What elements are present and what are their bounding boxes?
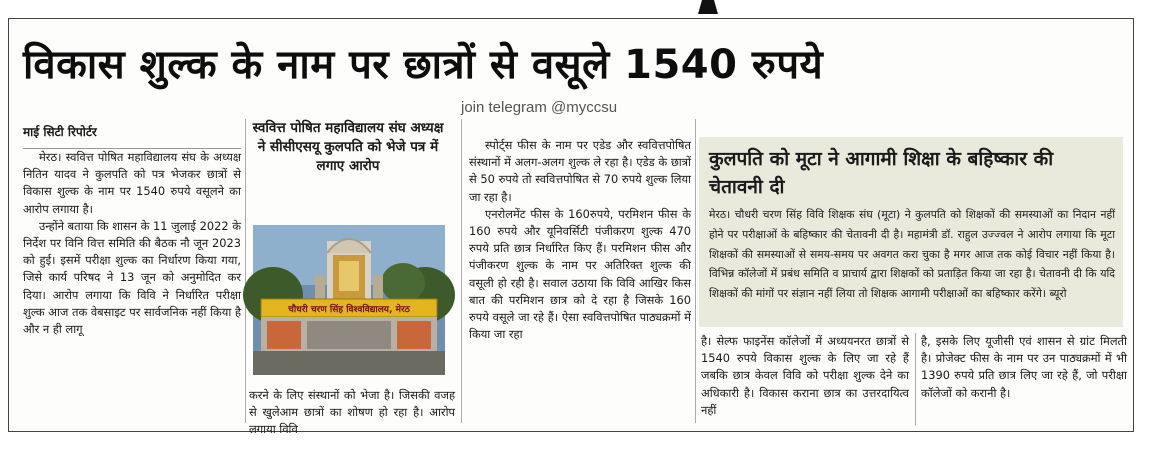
subarticle-continuation: करने के लिए संस्थानों को भेजा है। जिसकी वजह से खुलेआम छात्रों का शोषण हो रहा है। आरोप लगाया विवि [249, 388, 455, 437]
article-column-5: है, इसके लिए यूजीसी एवं शासन से ग्रांट मिलती है। प्रोजेक्ट फीस के नाम पर उन पाठ्यक्रमों में भी 1390 रुपये प्रति छात्र लिए जा रहे हैं, जो परीक्षा कॉलेजों को करानी है। [921, 334, 1127, 400]
newspaper-clipping [8, 18, 1134, 437]
article-column-4: है। सेल्फ फाइनेंस कॉलेजों में अध्ययनरत छात्रों से 1540 रुपये विकास शुल्क के लिए जा रहे हैं जबकि छात्र केवल विवि को परीक्षा शुल्क देने का अधिकारी है। विकास कराना छात्र का उत्तरदायित्व नहीं [701, 334, 909, 417]
sidebar-body: मेरठ। चौधरी चरण सिंह विवि शिक्षक संघ (मूटा) ने कुलपति को शिक्षकों की समस्याओं का निदान नहीं होने पर परीक्षाओं के बहिष्कार की चेतावनी दी है। महामंत्री डॉ. राहुल उज्ज्वल ने आरोप लगाया कि मूटा शिक्षकों की समस्याओं से समय-समय पर अवगत करा चुका है मगर आज तक कोई विचार नहीं किया है। विभिन्न कॉलेजों में प्रबंध समिति व प्राचार्य द्वारा शिक्षकों को प्रताड़ित किया जा रहा है। चेतावनी दी कि यदि शिक्षकों की मांगों पर संज्ञान नहीं लिया तो शिक्षक आगामी परीक्षाओं का बहिष्कार करेंगे। ब्यूरो [709, 208, 1115, 301]
main-headline: विकास शुल्क के नाम पर छात्रों से वसूले 1540 रुपये [23, 42, 824, 88]
paragraph: मेरठ। स्ववित्त पोषित महाविद्यालय संघ के अध्यक्ष नितिन यादव ने कुलपति को पत्र भेजकर छात्रों से विकास शुल्क के नाम पर 1540 रुपये वसूलने का आरोप लगाया है। [23, 150, 241, 216]
gate-sign-text: चौधरी चरण सिंह विश्वविद्यालय, मेरठ [288, 305, 410, 315]
column-divider [695, 119, 696, 423]
subheadline: स्ववित्त पोषित महाविद्यालय संघ अध्यक्ष ने सीसीएसयू कुलपति को भेजे पत्र में लगाए आरोप [252, 120, 444, 174]
paragraph: एनरोलमेंट फीस के 160रुपये, परमिशन फीस के 160 रुपये और यूनिवर्सिटी पंजीकरण शुल्क 470 रुपये प्रति छात्र निर्धारित किए हैं। परमिशन फीस और पंजीकरण शुल्क के नाम पर अतिरिक्त शुल्क की वसूली हो रही है। सवाल उठाया कि विवि आखिर किस बात की परमिशन छात्र को दे रहा है जिसके 160 रुपये वसूले जा रहे हैं। ऐसा स्ववित्तपोषित पाठ्यक्रमों में किया जा रहा [469, 206, 691, 342]
paragraph: स्पोर्ट्स फीस के नाम पर एडेड और स्ववित्तपोषित संस्थानों में अलग-अलग शुल्क ले रहा है। एडेड के छात्रों से 50 रुपये तो स्ववित्तपोषित से 70 रुपये शुल्क लिया जा रहा है। [469, 138, 691, 204]
article-column-3 [469, 137, 691, 427]
paragraph: उन्होंने बताया कि शासन के 11 जुलाई 2022 के निर्देश पर विनि वित्त समिति की बैठक नौ जून 2023 को हुई। इसमें परीक्षा शुल्क का निर्धारण किया गया, जिसे कार्य परिषद ने 13 जून को अनुमोदित कर दिया। आरोप लगाया कि विवि ने निर्धारित परीक्षा शुल्क आज तक वेबसाइट पर सार्वजनिक नहीं किया है और न ही लागू [23, 218, 241, 337]
top-decoration [698, 0, 718, 14]
article-column-1 [23, 149, 241, 423]
column-divider [461, 119, 462, 423]
column-divider [915, 333, 916, 425]
sidebar-headline: कुलपति को मूटा ने आगामी शिक्षा के बहिष्कार की चेतावनी दी [709, 148, 1054, 198]
university-gate-photo [253, 225, 445, 375]
byline: माई सिटी रिपोर्टर [23, 123, 241, 149]
telegram-watermark: join telegram @myccsu [461, 99, 618, 116]
column-divider [245, 119, 246, 423]
